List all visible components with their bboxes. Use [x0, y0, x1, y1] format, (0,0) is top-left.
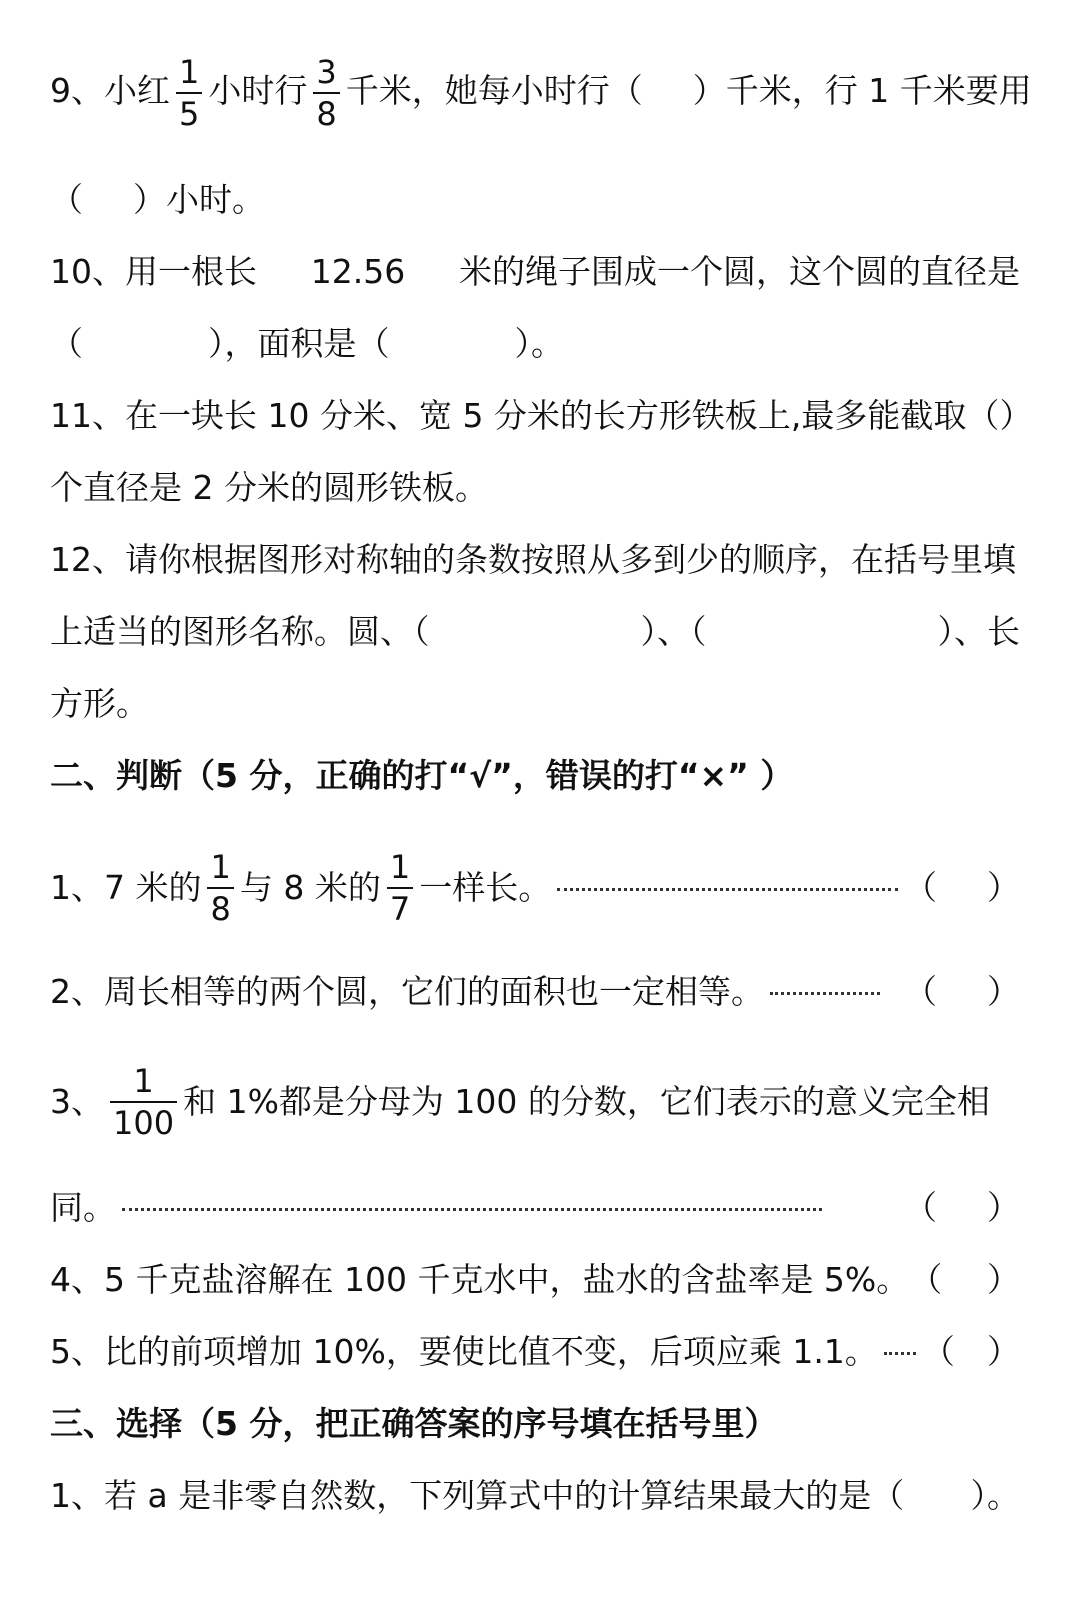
question-10-line-1 — [50, 252, 1020, 292]
question-9-line-1 — [50, 48, 1032, 134]
q9-text-3: 千米，她每小时行（ — [345, 71, 643, 110]
judgement-3-line-2 — [50, 1188, 1020, 1228]
fraction-numerator: 1 — [389, 848, 411, 886]
j2-text: 2、周长相等的两个圆，它们的面积也一定相等。 — [50, 972, 764, 1011]
fraction-denominator: 8 — [210, 890, 231, 928]
right-paren: ）。 — [514, 324, 564, 363]
q9-text-5: ）小时。 — [133, 180, 265, 219]
fraction-denominator: 100 — [113, 1104, 175, 1142]
left-paren: （ — [904, 868, 937, 907]
fraction-denominator: 5 — [179, 94, 200, 133]
fraction-1-8 — [207, 848, 233, 928]
fraction-denominator: 8 — [316, 94, 337, 133]
leader-dots — [557, 886, 898, 891]
leader-dots — [122, 1206, 822, 1211]
q9-text-2: 小时行 — [208, 71, 308, 110]
q11-text-1: 11、在一块长 10 分米、宽 5 分米的长方形铁板上,最多能截取（ — [50, 396, 1000, 435]
fraction-1-7 — [387, 848, 413, 928]
q12-text-5: 方形。 — [50, 684, 149, 723]
fraction-denominator: 7 — [389, 890, 411, 928]
fraction-numerator: 1 — [133, 1062, 154, 1100]
fraction-3-8 — [313, 52, 339, 133]
j1-text-3: 一样长。 — [419, 868, 552, 907]
judgement-2 — [50, 972, 1020, 1012]
left-paren: （ — [50, 180, 83, 219]
left-paren: （ — [921, 1332, 955, 1371]
j1-text-2: 与 8 米的 — [239, 868, 381, 907]
section-3-heading: 三、选择（5 分，把正确答案的序号填在括号里） — [50, 1404, 778, 1443]
question-11-line-2 — [50, 468, 1020, 508]
q9-text-4: ）千米，行 1 千米要用 — [692, 71, 1032, 110]
q12-text-2: 上适当的图形名称。圆、（ — [50, 612, 430, 651]
q11-text-2: 个直径是 2 分米的圆形铁板。 — [50, 468, 488, 507]
fraction-bar — [387, 887, 413, 889]
question-9-line-2 — [50, 180, 1020, 220]
leader-dots — [770, 990, 880, 995]
j5-text: 5、比的前项增加 10%，要使比值不变，后项应乘 1.1。 — [50, 1332, 878, 1371]
fraction-bar — [313, 92, 339, 94]
q10-length-value: 12.56 — [310, 252, 406, 291]
left-paren: （ — [904, 972, 937, 1011]
j3-text-3: 同。 — [50, 1188, 116, 1227]
q10-text-2: 米的绳子围成一个圆，这个圆的直径是 — [458, 252, 1020, 291]
right-paren: ） — [987, 1332, 1020, 1371]
judgement-4 — [50, 1260, 1020, 1300]
q12-text-4: ）、长 — [937, 612, 1020, 651]
judgement-1 — [50, 838, 1020, 938]
left-paren: （ — [904, 1188, 937, 1227]
j4-text: 4、5 千克盐溶解在 100 千克水中，盐水的含盐率是 5%。 — [50, 1260, 910, 1299]
c1-text: 1、若 a 是非零自然数，下列算式中的计算结果最大的是（ — [50, 1476, 905, 1515]
judgement-5 — [50, 1332, 1020, 1372]
fraction-bar — [110, 1101, 177, 1103]
right-paren: ） — [999, 396, 1033, 435]
question-12-line-3 — [50, 684, 1020, 724]
q10-text-1: 10、用一根长 — [50, 252, 257, 291]
question-12-line-1 — [50, 540, 1020, 580]
right-paren: ） — [987, 972, 1020, 1011]
right-paren: ） — [987, 1188, 1020, 1227]
question-12-line-2 — [50, 612, 1020, 652]
right-paren: ） — [987, 868, 1020, 907]
q12-text-3: ）、（ — [640, 612, 707, 651]
choice-1 — [50, 1476, 1020, 1516]
fraction-numerator: 3 — [316, 52, 337, 91]
j3-text-2: 和 1%都是分母为 100 的分数，它们表示的意义完全相 — [183, 1082, 990, 1121]
j3-text-1: 3、 — [50, 1082, 104, 1121]
right-paren: ） — [987, 1260, 1020, 1299]
question-11-line-1 — [50, 396, 1033, 436]
fraction-bar — [176, 92, 202, 94]
fraction-bar — [207, 887, 233, 889]
fraction-1-5 — [176, 52, 202, 133]
left-paren: （ — [50, 324, 83, 363]
fraction-numerator: 1 — [210, 848, 231, 886]
q12-text-1: 12、请你根据图形对称轴的条数按照从多到少的顺序，在括号里填 — [50, 540, 1016, 579]
fraction-numerator: 1 — [179, 52, 200, 91]
q10-text-3: ），面积是（ — [208, 324, 390, 363]
j1-text-1: 1、7 米的 — [50, 868, 202, 907]
question-10-line-2 — [50, 324, 1020, 364]
fraction-1-100 — [110, 1062, 177, 1142]
section-2-heading: 二、判断（5 分，正确的打“√”，错误的打“×” ） — [50, 756, 794, 795]
right-paren: ）。 — [970, 1476, 1020, 1515]
q9-text-1: 9、小红 — [50, 71, 170, 110]
leader-dots — [884, 1350, 916, 1355]
judgement-3-line-1 — [50, 1052, 1020, 1152]
left-paren: （ — [909, 1260, 943, 1299]
